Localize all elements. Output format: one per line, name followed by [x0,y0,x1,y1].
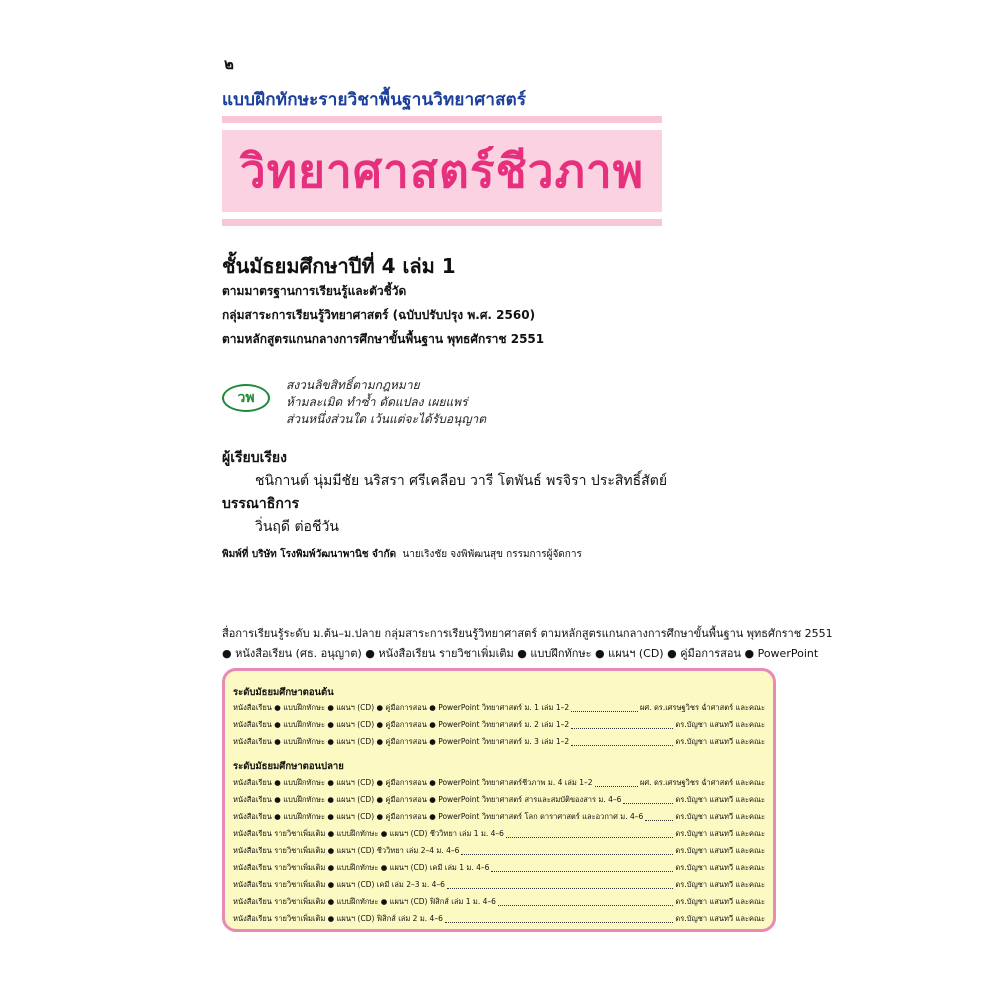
list-item-author: ผศ. ดร.เศรษฐวิชร ฉ่ำศาสตร์ และคณะ [640,778,765,787]
leader-dots [498,896,673,906]
list-item-text: หนังสือเรียน ● แบบฝึกทักษะ ● แผนฯ (CD) ● คู่มือการสอน ● PowerPoint วิทยาศาสตร์ ม. 1 เล่ม 1–2 [233,703,570,712]
list-item-author: ดร.บัญชา แสนทวี และคณะ [675,846,765,855]
list-item-text: หนังสือเรียน รายวิชาเพิ่มเติม ● แผนฯ (CD) ชีววิทยา เล่ม 2–4 ม. 4–6 [233,846,460,855]
list-item [233,896,765,908]
list-item-author: ดร.บัญชา แสนทวี และคณะ [675,795,765,804]
media-list: ● หนังสือเรียน (ศธ. อนุญาต) ● หนังสือเรียน รายวิชาเพิ่มเติม ● แบบฝึกทักษะ ● แผนฯ (CD) ● คู่มือการสอน ● PowerPoint [222,647,819,660]
list-item [233,811,765,823]
grade-heading: ชั้นมัธยมศึกษาปีที่ 4 เล่ม 1 [222,254,456,278]
list-item [233,879,765,891]
subtitle-line: กลุ่มสาระการเรียนรู้วิทยาศาสตร์ (ฉบับปรับปรุง พ.ศ. 2560) [222,308,536,322]
editor-name: วิ่นฤดี ต่อชีวัน [255,519,339,535]
list-item-author: ดร.บัญชา แสนทวี และคณะ [675,812,765,821]
leader-dots [491,862,673,872]
leader-dots [571,719,673,729]
section-title: ระดับมัธยมศึกษาตอนปลาย [233,761,344,772]
copyright-line: ส่วนหนึ่งส่วนใด เว้นแต่จะได้รับอนุญาต [286,412,487,426]
list-item-author: ดร.บัญชา แสนทวี และคณะ [675,863,765,872]
list-item [233,913,765,925]
authors-names: ชนิกานต์ นุ่มมีชัย นริสรา ศรีเคลือบ วารี โตพันธ์ พรจิรา ประสิทธิ์สัตย์ [255,473,668,489]
title-stripe-top [222,116,662,123]
list-item-author: ดร.บัญชา แสนทวี และคณะ [675,720,765,729]
list-item-text: หนังสือเรียน ● แบบฝึกทักษะ ● แผนฯ (CD) ● คู่มือการสอน ● PowerPoint วิทยาศาสตร์ โลก ดาราศาสตร์ และอวกาศ ม. 4–6 [233,812,644,821]
list-item-text: หนังสือเรียน ● แบบฝึกทักษะ ● แผนฯ (CD) ● คู่มือการสอน ● PowerPoint วิทยาศาสตร์ ม. 2 เล่ม 1–2 [233,720,570,729]
editor-label: บรรณาธิการ [222,496,300,512]
leader-dots [571,702,638,712]
list-item [233,719,765,731]
main-title: วิทยาศาสตร์ชีวภาพ [239,143,645,198]
list-item-author: ดร.บัญชา แสนทวี และคณะ [675,914,765,923]
list-item-author: ดร.บัญชา แสนทวี และคณะ [675,737,765,746]
list-item-text: หนังสือเรียน รายวิชาเพิ่มเติม ● แบบฝึกทักษะ ● แผนฯ (CD) ฟิสิกส์ เล่ม 1 ม. 4–6 [233,897,496,906]
list-item-author: ดร.บัญชา แสนทวี และคณะ [675,897,765,906]
copyright-line: สงวนลิขสิทธิ์ตามกฎหมาย [286,378,420,392]
printer-info [222,547,582,562]
list-item [233,736,765,748]
list-item [233,862,765,874]
list-item [233,794,765,806]
copyright-line: ห้ามละเมิด ทำซ้ำ ดัดแปลง เผยแพร่ [286,395,468,409]
leader-dots [461,845,673,855]
list-item-text: หนังสือเรียน ● แบบฝึกทักษะ ● แผนฯ (CD) ● คู่มือการสอน ● PowerPoint วิทยาศาสตร์ สารและสมบัติของสาร ม. 4–6 [233,795,622,804]
authors-label: ผู้เรียบเรียง [222,450,287,466]
title-stripe-bottom [222,219,662,226]
subtitle-line: ตามหลักสูตรแกนกลางการศึกษาขั้นพื้นฐาน พุทธศักราช 2551 [222,332,545,346]
list-item-text: หนังสือเรียน รายวิชาเพิ่มเติม ● แบบฝึกทักษะ ● แผนฯ (CD) ชีววิทยา เล่ม 1 ม. 4–6 [233,829,504,838]
subtitle-line: ตามมาตรฐานการเรียนรู้และตัวชี้วัด [222,284,407,298]
leader-dots [447,879,673,889]
logo-text: วพ [237,390,255,406]
list-item [233,702,765,714]
list-item-text: หนังสือเรียน รายวิชาเพิ่มเติม ● แผนฯ (CD) เคมี เล่ม 2–3 ม. 4–6 [233,880,445,889]
leader-dots [445,913,673,923]
list-item-author: ผศ. ดร.เศรษฐวิชร ฉ่ำศาสตร์ และคณะ [640,703,765,712]
series-title: แบบฝึกทักษะรายวิชาพื้นฐานวิทยาศาสตร์ [222,90,527,110]
media-description: สื่อการเรียนรู้ระดับ ม.ต้น–ม.ปลาย กลุ่มสาระการเรียนรู้วิทยาศาสตร์ ตามหลักสูตรแกนกลางการศึกษาขั้นพื้นฐาน พุทธศักราช 2551 [222,627,833,640]
list-item-text: หนังสือเรียน ● แบบฝึกทักษะ ● แผนฯ (CD) ● คู่มือการสอน ● PowerPoint วิทยาศาสตร์ชีวภาพ ม. 4 เล่ม 1–2 [233,778,593,787]
list-item [233,777,765,789]
list-item [233,845,765,857]
book-list-box [222,668,776,932]
publisher-logo [222,384,270,412]
section-title: ระดับมัธยมศึกษาตอนต้น [233,687,334,698]
printer-company: พิมพ์ที่ บริษัท โรงพิมพ์วัฒนาพานิช จำกัด [222,549,397,560]
title-banner [222,130,662,212]
leader-dots [595,777,638,787]
leader-dots [623,794,673,804]
list-item [233,828,765,840]
printer-manager: นายเริงชัย จงพิพัฒนสุข กรรมการผู้จัดการ [402,549,582,560]
list-item-text: หนังสือเรียน ● แบบฝึกทักษะ ● แผนฯ (CD) ● คู่มือการสอน ● PowerPoint วิทยาศาสตร์ ม. 3 เล่ม 1–2 [233,737,570,746]
list-item-text: หนังสือเรียน รายวิชาเพิ่มเติม ● แผนฯ (CD) ฟิสิกส์ เล่ม 2 ม. 4–6 [233,914,443,923]
leader-dots [645,811,673,821]
page-number: ๒ [224,55,234,73]
leader-dots [506,828,673,838]
list-item-author: ดร.บัญชา แสนทวี และคณะ [675,829,765,838]
list-item-text: หนังสือเรียน รายวิชาเพิ่มเติม ● แบบฝึกทักษะ ● แผนฯ (CD) เคมี เล่ม 1 ม. 4–6 [233,863,490,872]
leader-dots [571,736,673,746]
list-item-author: ดร.บัญชา แสนทวี และคณะ [675,880,765,889]
